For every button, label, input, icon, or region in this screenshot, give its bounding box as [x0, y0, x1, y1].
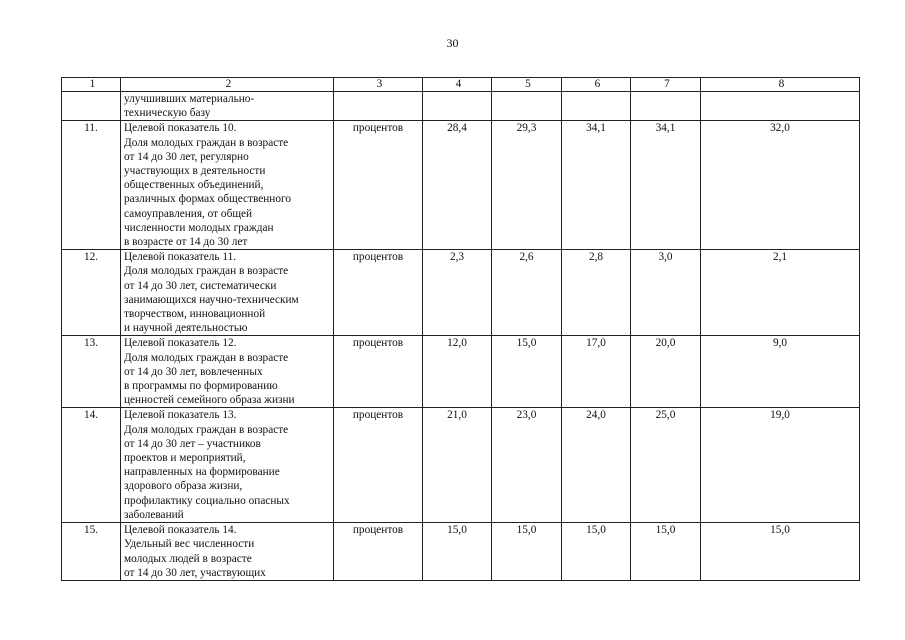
- value-cell: 2,3: [423, 250, 492, 336]
- indicator-description: улучшивших материально- техническую базу: [121, 92, 334, 121]
- column-number: 5: [492, 78, 562, 92]
- value-cell: 2,1: [701, 250, 860, 336]
- row-number: 14.: [62, 408, 121, 523]
- table-row: [62, 523, 860, 581]
- indicator-description: Целевой показатель 13. Доля молодых граждан в возрасте от 14 до 30 лет – участников проектов и мероприятий, направленных на формирование здорового образа жизни, профилактику социально опасных заболеваний: [121, 408, 334, 523]
- page-number: 30: [446, 36, 459, 50]
- indicator-description: Целевой показатель 10. Доля молодых граждан в возрасте от 14 до 30 лет, регулярно участвующих в деятельности общественных объединений, различных формах общественного самоуправления, от общей численности молодых граждан в возрасте от 14 до 30 лет: [121, 121, 334, 250]
- value-cell: 2,8: [562, 250, 631, 336]
- column-number: 7: [631, 78, 701, 92]
- table-row: [62, 408, 860, 523]
- value-cell: 24,0: [562, 408, 631, 523]
- column-number: 3: [334, 78, 423, 92]
- table-row: [62, 336, 860, 408]
- unit-cell: процентов: [334, 336, 423, 408]
- indicators-table: [61, 77, 860, 581]
- value-cell: 21,0: [423, 408, 492, 523]
- value-cell: 20,0: [631, 336, 701, 408]
- indicator-description: Целевой показатель 12. Доля молодых граждан в возрасте от 14 до 30 лет, вовлеченных в программы по формированию ценностей семейного образа жизни: [121, 336, 334, 408]
- value-cell: 19,0: [701, 408, 860, 523]
- unit-cell: процентов: [334, 121, 423, 250]
- table-row: [62, 121, 860, 250]
- table-row: [62, 92, 860, 121]
- value-cell: 17,0: [562, 336, 631, 408]
- row-number: 15.: [62, 523, 121, 581]
- value-cell: 15,0: [492, 336, 562, 408]
- value-cell: 25,0: [631, 408, 701, 523]
- row-number: 13.: [62, 336, 121, 408]
- value-cell: 15,0: [701, 523, 860, 581]
- column-number: 6: [562, 78, 631, 92]
- table-row: [62, 250, 860, 336]
- value-cell: 32,0: [701, 121, 860, 250]
- value-cell: 23,0: [492, 408, 562, 523]
- row-number: 12.: [62, 250, 121, 336]
- value-cell: 34,1: [562, 121, 631, 250]
- value-cell: 2,6: [492, 250, 562, 336]
- value-cell: 12,0: [423, 336, 492, 408]
- value-cell: 15,0: [562, 523, 631, 581]
- column-number-row: [62, 78, 860, 92]
- column-number: 4: [423, 78, 492, 92]
- row-number: 11.: [62, 121, 121, 250]
- unit-cell: процентов: [334, 408, 423, 523]
- indicator-description: Целевой показатель 11. Доля молодых граждан в возрасте от 14 до 30 лет, систематически занимающихся научно-техническим творчеством, инновационной и научной деятельностью: [121, 250, 334, 336]
- value-cell: 9,0: [701, 336, 860, 408]
- value-cell: 34,1: [631, 121, 701, 250]
- value-cell: 15,0: [423, 523, 492, 581]
- value-cell: 15,0: [631, 523, 701, 581]
- value-cell: 3,0: [631, 250, 701, 336]
- column-number: 8: [701, 78, 860, 92]
- indicator-description: Целевой показатель 14. Удельный вес численности молодых людей в возрасте от 14 до 30 лет, участвующих: [121, 523, 334, 581]
- value-cell: 29,3: [492, 121, 562, 250]
- value-cell: 15,0: [492, 523, 562, 581]
- column-number: 1: [62, 78, 121, 92]
- unit-cell: процентов: [334, 523, 423, 581]
- unit-cell: процентов: [334, 250, 423, 336]
- value-cell: 28,4: [423, 121, 492, 250]
- column-number: 2: [121, 78, 334, 92]
